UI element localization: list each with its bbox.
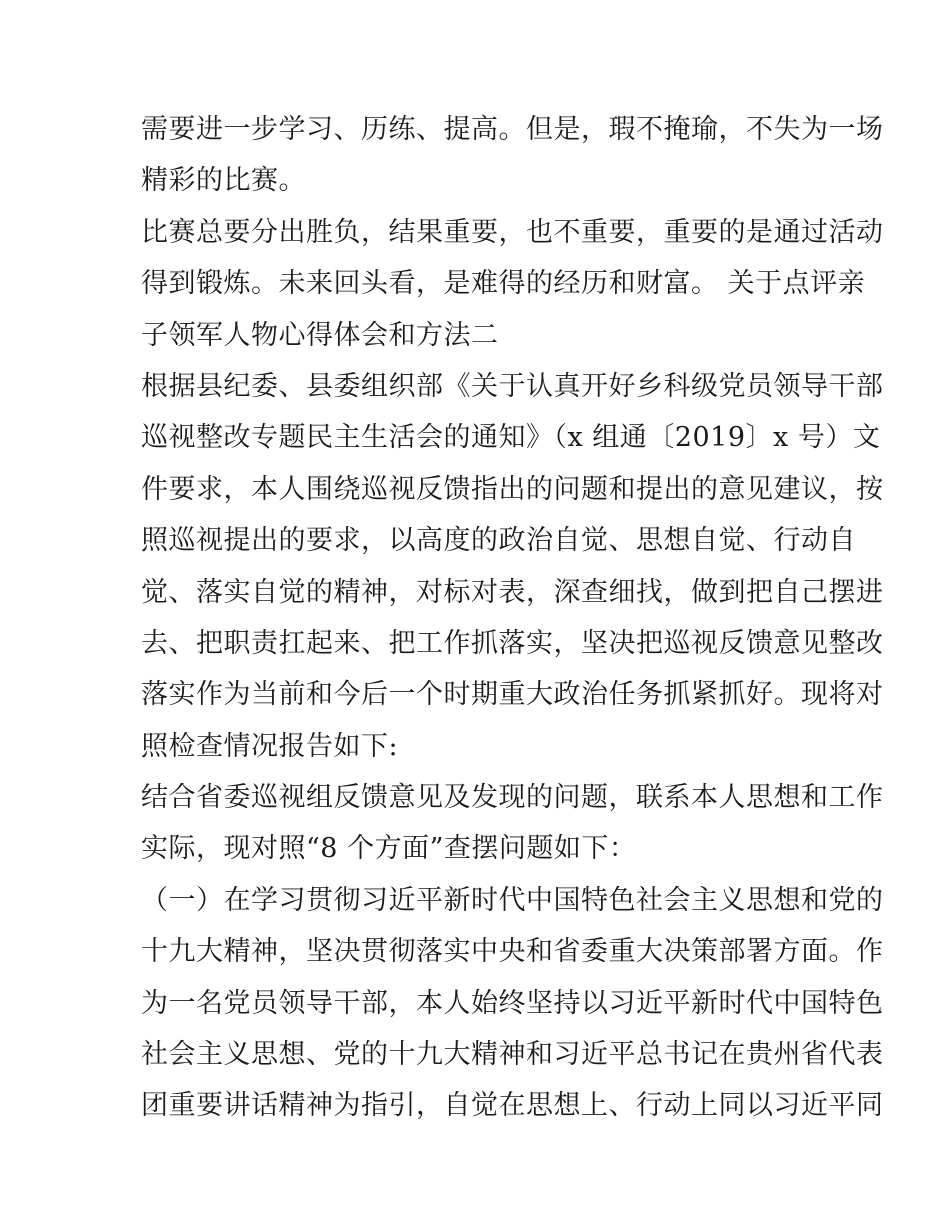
text-line: 需要进一步学习、历练、提高。但是，瑕不掩瑜，不失为一场: [141, 114, 884, 145]
text-line: 结合省委巡视组反馈意见及发现的问题，联系本人思想和工作: [141, 782, 884, 814]
text-line: （一）在学习贯彻习近平新时代中国特色社会主义思想和党的: [141, 884, 884, 916]
text-line: 比赛总要分出胜负，结果重要，也不重要，重要的是通过活动: [141, 216, 884, 248]
text-line: 子领军人物心得体会和方法二: [141, 319, 499, 351]
text-line: 实际，现对照“8 个方面”查摆问题如下：: [141, 833, 637, 865]
text-line: 精彩的比赛。: [141, 165, 306, 197]
text-line: 照巡视提出的要求，以高度的政治自觉、思想自觉、行动自: [141, 525, 856, 557]
text-line: 团重要讲话精神为指引，自觉在思想上、行动上同以习近平同: [141, 1090, 884, 1122]
text-line: 社会主义思想、党的十九大精神和习近平总书记在贵州省代表: [141, 1039, 884, 1071]
text-line: 落实作为当前和今后一个时期重大政治任务抓紧抓好。现将对: [141, 679, 884, 711]
text-line: 根据县纪委、县委组织部《关于认真开好乡科级党员领导干部: [141, 370, 884, 402]
body-text: [141, 104, 884, 1132]
text-line: 为一名党员领导干部，本人始终坚持以习近平新时代中国特色: [141, 987, 884, 1019]
text-line: 去、把职责扛起来、把工作抓落实，坚决把巡视反馈意见整改: [141, 627, 884, 659]
text-line: 件要求，本人围绕巡视反馈指出的问题和提出的意见建议，按: [141, 473, 884, 505]
text-line: 得到锻炼。未来回头看，是难得的经历和财富。 关于点评亲: [141, 268, 866, 300]
text-line: 巡视整改专题民主生活会的通知》（x 组通〔2019〕x 号）文: [141, 422, 881, 454]
text-line: 十九大精神，坚决贯彻落实中央和省委重大决策部署方面。作: [141, 936, 884, 968]
text-line: 觉、落实自觉的精神，对标对表，深查细找，做到把自己摆进: [141, 576, 884, 608]
text-line: 照检查情况报告如下:: [141, 730, 399, 762]
